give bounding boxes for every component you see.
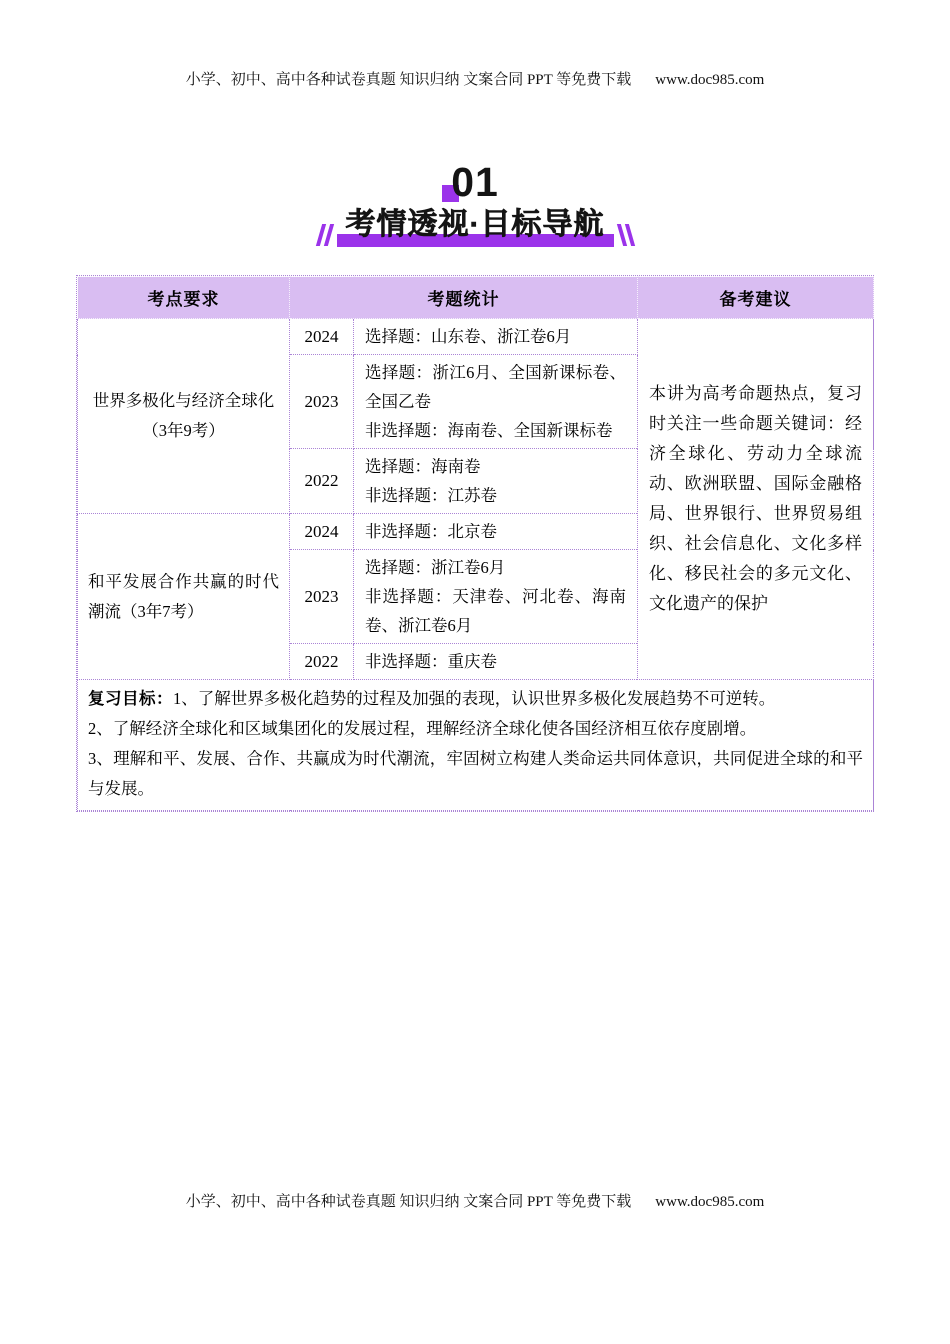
requirement-line: （3年9考） <box>142 421 225 440</box>
statistics-line: 选择题：山东卷、浙江卷6月 <box>365 327 572 346</box>
statistics-line: 非选择题：天津卷、河北卷、海南卷、浙江卷6月 <box>365 587 626 635</box>
year-cell: 2024 <box>290 514 354 550</box>
footer-note <box>0 1190 950 1211</box>
requirement-line: 和平发展合作共赢的时代潮流（3年7考） <box>88 571 279 621</box>
double-slash-icon <box>317 224 333 246</box>
goal-item: 2、了解经济全球化和区域集团化的发展过程，理解经济全球化使各国经济相互依存度剧增。 <box>88 719 757 738</box>
goal-item <box>88 684 863 714</box>
goals-label: 复习目标： <box>88 689 173 708</box>
section-title: 考情透视·目标导航 <box>345 208 605 241</box>
exam-overview-table-frame <box>76 275 874 812</box>
section-title-wrap <box>346 208 605 242</box>
double-backslash-icon <box>618 224 634 246</box>
exam-overview-table <box>77 276 874 811</box>
year-cell: 2024 <box>290 319 354 355</box>
section-number <box>451 159 499 205</box>
col-header-advice: 备考建议 <box>638 277 874 319</box>
statistics-cell <box>354 449 638 514</box>
table-header-row <box>78 277 874 319</box>
statistics-cell <box>354 644 638 680</box>
statistics-line: 非选择题：北京卷 <box>365 522 497 541</box>
table-row <box>78 319 874 355</box>
statistics-line: 非选择题：江苏卷 <box>365 486 497 505</box>
col-header-requirement: 考点要求 <box>78 277 290 319</box>
review-goals-cell <box>78 680 874 811</box>
statistics-cell <box>354 355 638 449</box>
statistics-line: 非选择题：重庆卷 <box>365 652 497 671</box>
advice-cell <box>638 319 874 680</box>
footer-note-text: 小学、初中、高中各种试卷真题 知识归纳 文案合同 PPT 等免费下载 <box>185 1194 632 1210</box>
header-note <box>0 68 950 89</box>
statistics-line: 选择题：海南卷 <box>365 457 481 476</box>
col-header-statistics: 考题统计 <box>290 277 638 319</box>
footer-site-link[interactable]: www.doc985.com <box>655 1194 765 1210</box>
statistics-line: 选择题：浙江卷6月 <box>365 558 506 577</box>
year-cell: 2023 <box>290 550 354 644</box>
requirement-cell-group1 <box>78 319 290 514</box>
statistics-cell <box>354 550 638 644</box>
goal-item: 3、理解和平、发展、合作、共赢成为时代潮流，牢固树立构建人类命运共同体意识，共同促进全球的和平与发展。 <box>88 749 863 798</box>
requirement-line: 世界多极化与经济全球化 <box>92 391 275 410</box>
statistics-cell <box>354 319 638 355</box>
year-cell: 2022 <box>290 449 354 514</box>
statistics-line: 非选择题：海南卷、全国新课标卷 <box>365 421 613 440</box>
goals-row <box>78 680 874 811</box>
goal-text: 1、了解世界多极化趋势的过程及加强的表现，认识世界多极化发展趋势不可逆转。 <box>173 689 776 708</box>
section-title-row <box>0 208 950 242</box>
section-header <box>0 159 950 242</box>
section-number-text: 01 <box>451 159 499 205</box>
statistics-line: 选择题：浙江6月、全国新课标卷、全国乙卷 <box>365 363 626 411</box>
year-cell: 2023 <box>290 355 354 449</box>
year-cell: 2022 <box>290 644 354 680</box>
header-note-text: 小学、初中、高中各种试卷真题 知识归纳 文案合同 PPT 等免费下载 <box>185 72 632 88</box>
statistics-cell <box>354 514 638 550</box>
advice-text: 本讲为高考命题热点，复习时关注一些命题关键词：经济全球化、劳动力全球流动、欧洲联盟、国际金融格局、世界银行、世界贸易组织、社会信息化、文化多样化、移民社会的多元文化、文化遗产的保护 <box>649 384 862 613</box>
header-site-link[interactable]: www.doc985.com <box>655 72 765 88</box>
requirement-cell-group2 <box>78 514 290 680</box>
